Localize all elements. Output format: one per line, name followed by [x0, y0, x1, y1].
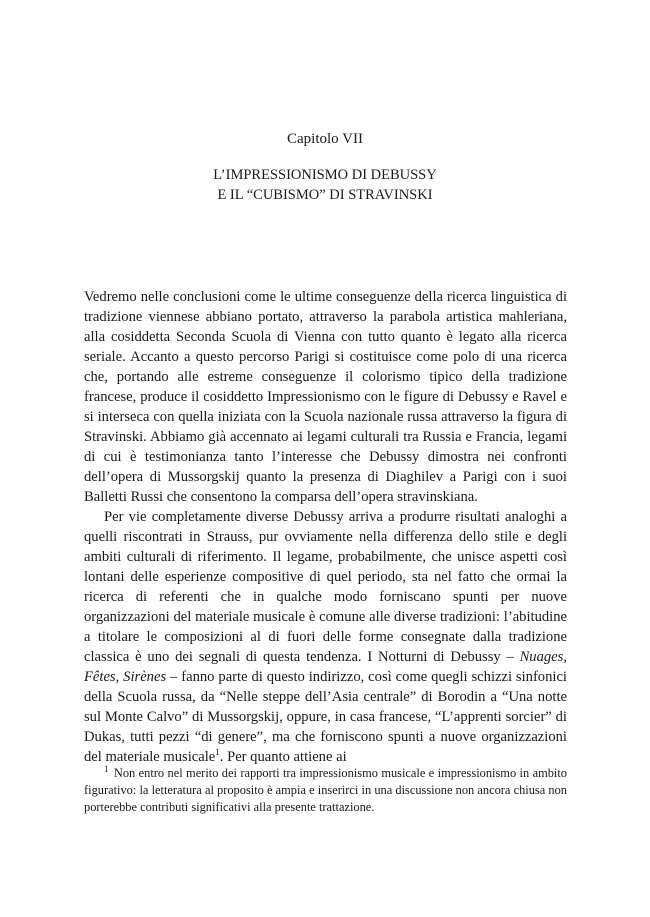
body-text	[84, 287, 567, 767]
footnote-reference[interactable]: 1	[215, 747, 220, 758]
footnote-text: Non entro nel merito dei rapporti tra impressionismo musicale e impressionismo in ambito figurativo: la letteratura al proposito è ampia e inserirci in una discussione non ancora chiusa non porterebbe contributi significativi alla presente trattazione.	[84, 766, 567, 814]
footnote	[84, 765, 567, 816]
chapter-title-line-1: L’IMPRESSIONISMO DI DEBUSSY	[213, 167, 437, 183]
chapter-title	[0, 165, 650, 205]
paragraph-2-part-a: Per vie completamente diverse Debussy arriva a produrre risultati analoghi a quelli riscontrati in Strauss, pur ovviamente nella differenza dello stile e degli ambiti culturali di riferimento. Il legame, probabilmente, che unisce aspetti così lontani delle esperienze compositive di quel periodo, sta nel fatto che ormai la ricerca di referenti che in qualche modo forniscano spunti per nuove organizzazioni del materiale musicale è comune alle diverse tradizioni: l’abitudine a titolare le composizioni al di fuori delle forme consegnate dalla tradizione classica è uno dei segnali di questa tendenza. I Notturni di Debussy –	[84, 509, 567, 665]
chapter-title-line-2: E IL “CUBISMO” DI STRAVINSKI	[217, 187, 433, 203]
work-titles: Nuages, Fêtes, Sirènes	[84, 649, 567, 685]
paragraph-1: Vedremo nelle conclusioni come le ultime conseguenze della ricerca linguistica di tradizione viennese abbiano portato, attraverso la parabola artistica mahleriana, alla cosiddetta Seconda Scuola di Vienna con tutto quanto è legato alla ricerca seriale. Accanto a questo percorso Parigi si costituisce come polo di una ricerca che, portando alle estreme conseguenze il colorismo tipico della tradizione francese, produce il cosiddetto Impressionismo con le figure di Debussy e Ravel e si interseca con quella iniziata con la Scuola nazionale russa attraverso la figura di Stravinski. Abbiamo già accennato ai legami culturali tra Russia e Francia, legami di cui è testimonianza tanto l’interesse che Debussy dimostra nei confronti dell’opera di Mussorgskij quanto la presenza di Diaghilev a Parigi con i suoi Balletti Russi che consentono la comparsa dell’opera stravinskiana.	[84, 289, 567, 505]
paragraph-2	[84, 507, 567, 767]
paragraph-2-part-c: . Per quanto attiene ai	[219, 749, 347, 765]
paragraph-2-part-b: – fanno parte di questo indirizzo, così come quegli schizzi sinfonici della Scuola russa, da “Nelle steppe dell’Asia centrale” di Borodin a “Una notte sul Monte Calvo” di Mussorgskij, oppure, in casa francese, “L’apprenti sorcier” di Dukas, tutti pezzi “di genere”, ma che forniscono spunti a nuove organizzazioni del materiale musicale	[84, 669, 567, 765]
chapter-label: Capitolo VII	[287, 131, 363, 147]
footnote-number: 1	[104, 763, 109, 774]
